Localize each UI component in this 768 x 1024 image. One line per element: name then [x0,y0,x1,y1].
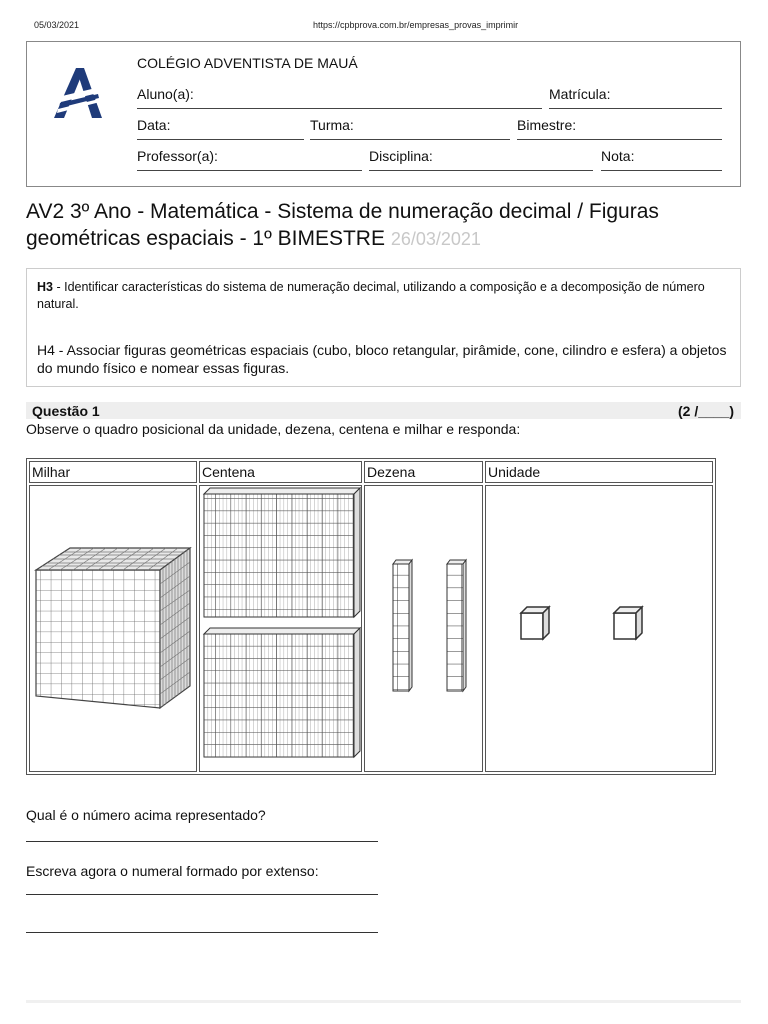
unit-cube-1 [521,607,549,639]
skill-h4-text: Associar figuras geométricas espaciais (cubo, bloco retangular, pirâmide, cone, cilindro e esfera) a objetos do mundo físico e nomear essas figuras. [37,342,727,376]
ten-rod-2 [447,560,466,691]
print-url: https://cpbprova.com.br/empresas_provas_imprimir [313,20,519,30]
ask-number: Qual é o número acima representado? [26,807,266,823]
data-field[interactable] [137,139,304,140]
hundred-flat-1 [204,488,360,617]
hundred-flat-2 [204,628,360,757]
disciplina-field[interactable] [369,170,593,171]
bimestre-field[interactable] [517,139,722,140]
page-divider [26,1000,741,1003]
unidade-cell [485,485,713,772]
matricula-field[interactable] [549,108,722,109]
print-date: 05/03/2021 [34,20,80,30]
nota-label: Nota: [601,148,635,164]
professor-field[interactable] [137,170,362,171]
ask-extenso: Escreva agora o numeral formado por extenso: [26,863,319,879]
matricula-label: Matrícula: [549,86,611,102]
ten-rods-icon [365,486,482,766]
col-centena: Centena [199,461,362,483]
exam-title-text: AV2 3º Ano - Matemática - Sistema de numeração decimal / Figuras geométricas espaciais - 1º BIMESTRE [26,200,659,250]
answer-extenso-line-1[interactable] [26,894,378,895]
skill-h3-text: - Identificar características do sistema de numeração decimal, utilizando a composição e a decomposição de número natural. [37,280,705,311]
answer-extenso-line-2[interactable] [26,932,378,933]
question-prompt: Observe o quadro posicional da unidade, dezena, centena e milhar e responda: [26,421,521,437]
turma-field[interactable] [310,139,510,140]
school-header [26,41,741,187]
skill-h3 [37,279,727,313]
exam-title [26,198,746,253]
col-dezena: Dezena [364,461,483,483]
thousand-cube-icon [30,486,196,766]
skill-h3-code: H3 [37,280,53,294]
unit-cubes-icon [486,486,712,766]
positional-table [26,458,716,775]
unit-cube-2 [614,607,642,639]
turma-label: Turma: [310,117,354,133]
answer-number-line[interactable] [26,841,378,842]
milhar-cell [29,485,197,772]
disciplina-label: Disciplina: [369,148,433,164]
skill-h4 [37,341,737,377]
exam-date: 26/03/2021 [390,229,481,249]
col-milhar: Milhar [29,461,197,483]
nota-field[interactable] [601,170,722,171]
bimestre-label: Bimestre: [517,117,577,133]
ten-rod-1 [393,560,412,691]
hundred-flats-icon [200,486,361,766]
school-logo-icon [52,66,104,120]
skills-box [26,268,741,387]
aluno-field[interactable] [137,108,542,109]
question-score: (2 /____) [678,403,735,419]
aluno-label: Aluno(a): [137,86,194,102]
centena-cell [199,485,362,772]
school-name: COLÉGIO ADVENTISTA DE MAUÁ [137,55,358,71]
data-label: Data: [137,117,171,133]
col-unidade: Unidade [485,461,713,483]
question-bar [26,402,741,419]
professor-label: Professor(a): [137,148,218,164]
dezena-cell [364,485,483,772]
question-title: Questão 1 [32,403,100,419]
skill-h4-code: H4 - [37,342,64,358]
